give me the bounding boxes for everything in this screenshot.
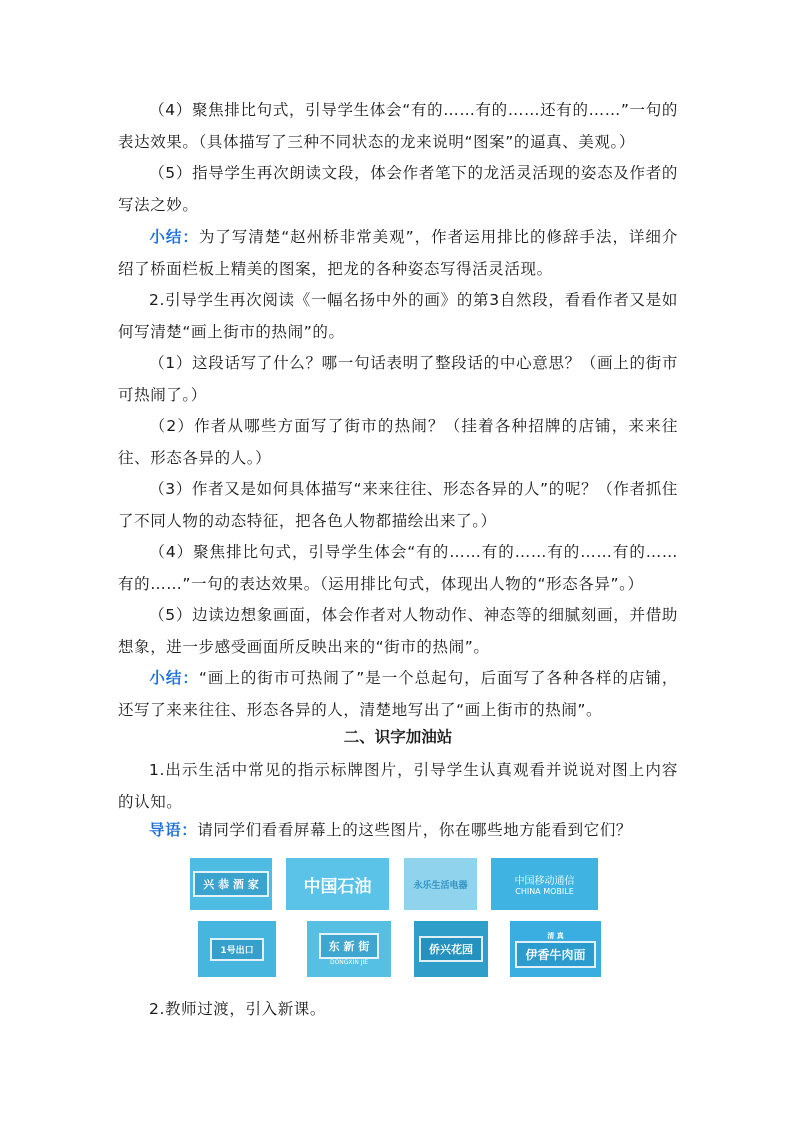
sign-text: 侨兴花园	[419, 936, 483, 962]
sign-text: 永乐生活电器	[413, 880, 468, 891]
summary-label: 小结：	[149, 669, 199, 687]
sign-text: 东 新 街	[319, 933, 380, 959]
paragraph-text: （5）边读边想象画面，体会作者对人物动作、神态等的细腻刻画，并借助想象，进一步感受画面所反映出来的“街市的热闹”。	[118, 606, 678, 656]
sign-image-street	[307, 921, 391, 977]
paragraph	[118, 285, 678, 348]
paragraph	[118, 600, 678, 663]
sign-image-exit	[198, 921, 276, 977]
sign-subtext: DONGXIN JIE	[329, 958, 369, 966]
sign-image-garden	[414, 921, 488, 977]
summary-paragraph	[118, 663, 678, 726]
summary-label: 小结：	[149, 228, 199, 246]
sign-image-china-mobile	[491, 858, 598, 910]
paragraph-text: “画上的街市可热闹了”是一个总起句，后面写了各种各样的店铺，还写了来来往往、形态各异的人，清楚地写出了“画上街市的热闹”。	[118, 669, 679, 719]
sign-image-noodle	[510, 921, 601, 977]
sign-text: 伊香牛肉面	[515, 941, 595, 968]
paragraph-text: 1.出示生活中常见的指示标牌图片，引导学生认真观看并说说对图上内容的认知。	[118, 761, 678, 811]
paragraph-text: （2）作者从哪些方面写了街市的热闹？（挂着各种招牌的店铺，来来往往、形态各异的人。）	[118, 417, 678, 467]
sign-text: 1号出口	[210, 938, 263, 961]
paragraph-text: （3）作者又是如何具体描写“来来往往、形态各异的人”的呢？（作者抓住了不同人物的动态特征，把各色人物都描绘出来了。）	[118, 480, 678, 530]
sign-image-electrical	[404, 858, 477, 910]
paragraph	[118, 158, 678, 221]
sign-subtext: 清 真	[547, 931, 564, 940]
sign-text: 兴 恭 酒 家	[193, 871, 269, 897]
guide-label: 导语：	[149, 821, 198, 839]
sign-image-restaurant	[190, 858, 272, 910]
section-heading: 二、识字加油站	[343, 728, 453, 746]
summary-paragraph	[118, 222, 678, 285]
sign-image-sinopec	[286, 858, 389, 910]
paragraph-text: （4）聚焦排比句式，引导学生体会“有的……有的……有的……有的……有的……”一句的表达效果。（运用排比句式，体现出人物的“形态各异”。）	[118, 543, 678, 593]
paragraph-text: 2.引导学生再次阅读《一幅名扬中外的画》的第3自然段，看看作者又是如何写清楚“画上街市的热闹”的。	[118, 291, 678, 341]
paragraph	[118, 411, 678, 474]
sign-text: 中国移动通信	[514, 876, 575, 887]
paragraph	[118, 95, 678, 158]
paragraph	[118, 537, 678, 600]
paragraph-text: 为了写清楚“赵州桥非常美观”，作者运用排比的修辞手法，详细介绍了桥面栏板上精美的图案，把龙的各种姿态写得活灵活现。	[118, 228, 679, 278]
paragraph-text: 2.教师过渡，引入新课。	[149, 1000, 326, 1018]
paragraph-text: （5）指导学生再次朗读文段，体会作者笔下的龙活灵活现的姿态及作者的写法之妙。	[118, 164, 678, 214]
paragraph	[118, 474, 678, 537]
sign-text: 中国石油	[303, 876, 372, 897]
guide-paragraph	[118, 815, 678, 847]
paragraph-text: 请同学们看看屏幕上的这些图片，你在哪些地方能看到它们？	[197, 821, 633, 839]
paragraph-text: （1）这段话写了什么？哪一句话表明了整段话的中心意思？（画上的街市可热闹了。）	[118, 354, 678, 404]
paragraph	[118, 994, 678, 1026]
paragraph	[118, 348, 678, 411]
sign-subtext: CHINA MOBILE	[515, 887, 574, 896]
paragraph	[118, 755, 678, 818]
paragraph-text: （4）聚焦排比句式，引导学生体会“有的……有的……还有的……”一句的表达效果。（具体描写了三种不同状态的龙来说明“图案”的逼真、美观。）	[118, 101, 678, 151]
